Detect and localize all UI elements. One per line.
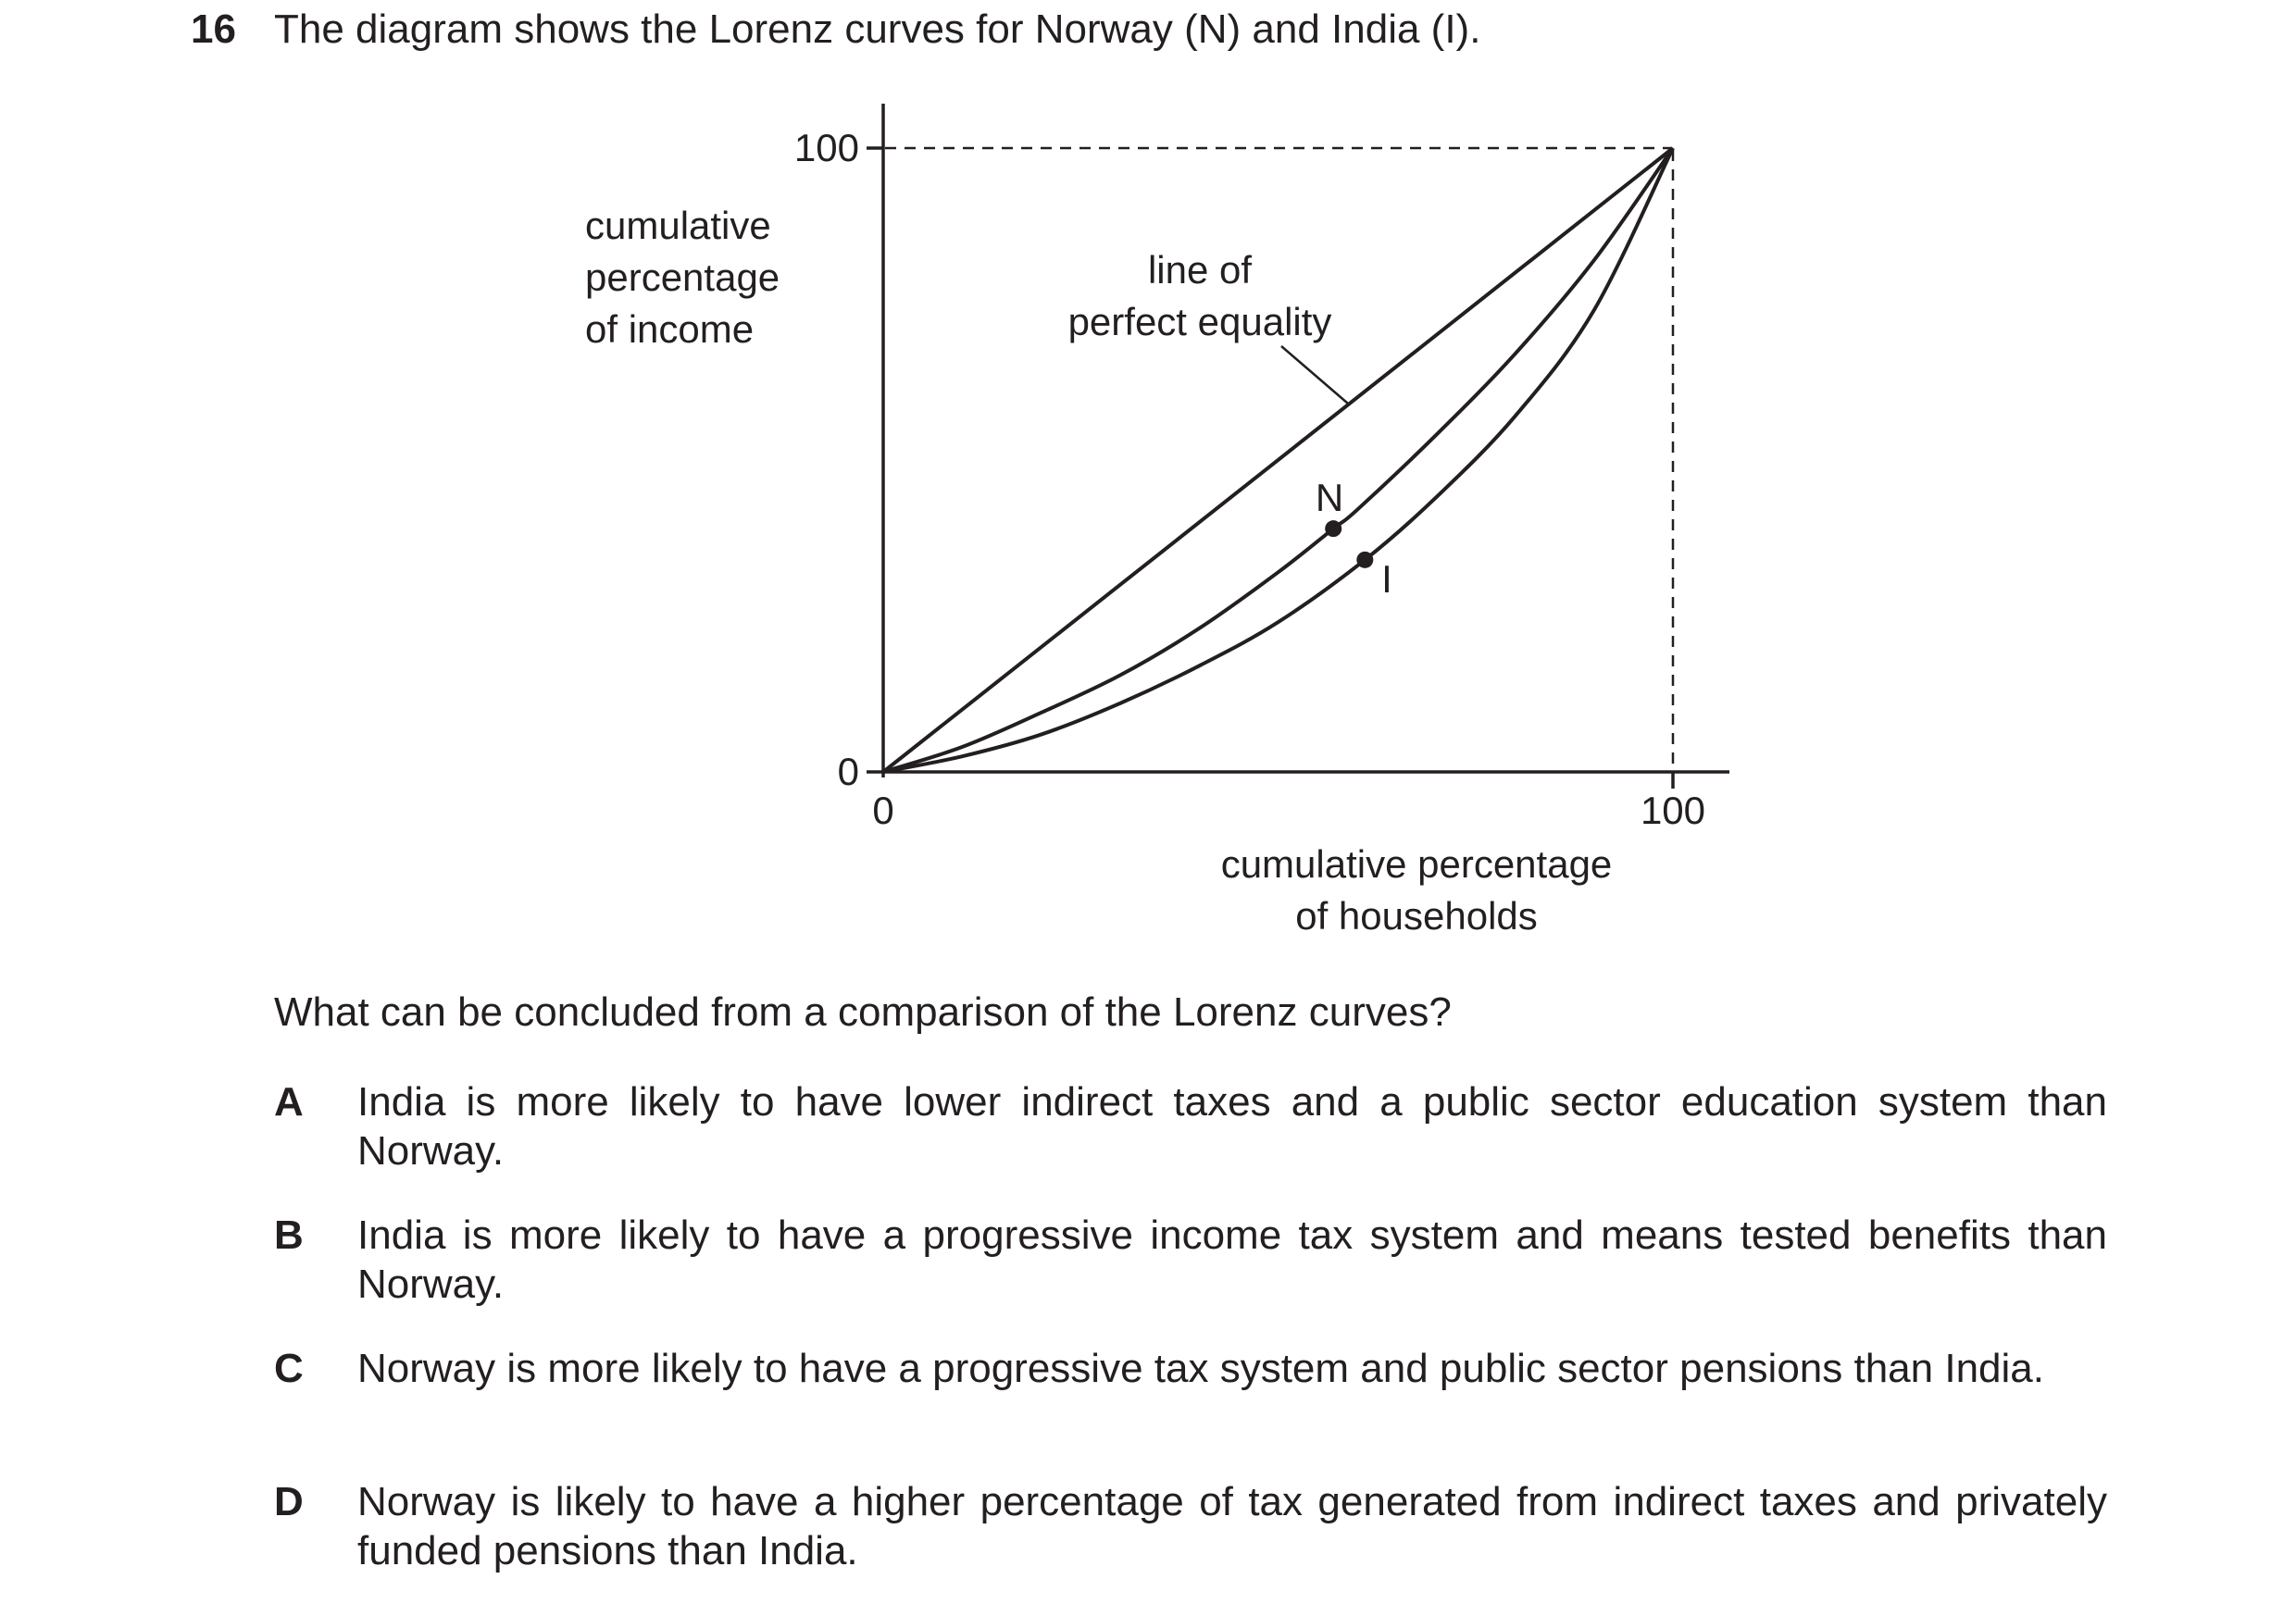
y-axis-label-line-3: of income bbox=[585, 307, 755, 351]
option-a[interactable] bbox=[274, 1077, 2107, 1175]
norway-curve-label: N bbox=[1315, 476, 1344, 519]
x-axis-label-line-1: cumulative percentage bbox=[1220, 842, 1613, 886]
option-c-letter: C bbox=[274, 1346, 304, 1391]
india-curve-label: I bbox=[1381, 557, 1392, 601]
option-a-letter: A bbox=[274, 1079, 304, 1125]
question-number: 16 bbox=[191, 6, 236, 52]
option-b-text: India is more likely to have a progressive income tax system and means tested benefits than Norway. bbox=[357, 1212, 2107, 1307]
option-c-text: Norway is more likely to have a progressive tax system and public sector pensions than India. bbox=[357, 1346, 2044, 1391]
equality-line bbox=[883, 148, 1673, 772]
option-a-text: India is more likely to have lower indirect taxes and a public sector education system than Norway. bbox=[357, 1079, 2107, 1174]
option-b[interactable] bbox=[274, 1211, 2107, 1309]
x-axis-label-line-2: of households bbox=[1295, 894, 1538, 938]
option-c[interactable] bbox=[274, 1344, 2107, 1393]
option-d[interactable] bbox=[274, 1477, 2107, 1575]
norway-curve-marker bbox=[1325, 520, 1341, 537]
equality-label-leader bbox=[1281, 346, 1348, 404]
y-axis-label-line-1: cumulative bbox=[585, 204, 771, 247]
question-stem: The diagram shows the Lorenz curves for Norway (N) and India (I). bbox=[274, 6, 1481, 52]
india-curve-marker bbox=[1356, 552, 1373, 568]
y-tick-label-0: 0 bbox=[837, 750, 859, 793]
y-axis-label-line-2: percentage bbox=[585, 255, 780, 299]
equality-label-line-2: perfect equality bbox=[1067, 300, 1332, 343]
x-tick-label-0: 0 bbox=[872, 789, 894, 832]
question-prompt: What can be concluded from a comparison of the Lorenz curves? bbox=[274, 989, 1452, 1035]
y-tick-label-100: 100 bbox=[793, 126, 859, 169]
option-b-letter: B bbox=[274, 1212, 304, 1258]
equality-label-line-1: line of bbox=[1147, 248, 1253, 292]
option-d-text: Norway is likely to have a higher percentage of tax generated from indirect taxes and privately funded pensions than India. bbox=[357, 1479, 2107, 1573]
option-d-letter: D bbox=[274, 1479, 304, 1524]
x-tick-label-100: 100 bbox=[1640, 789, 1706, 832]
